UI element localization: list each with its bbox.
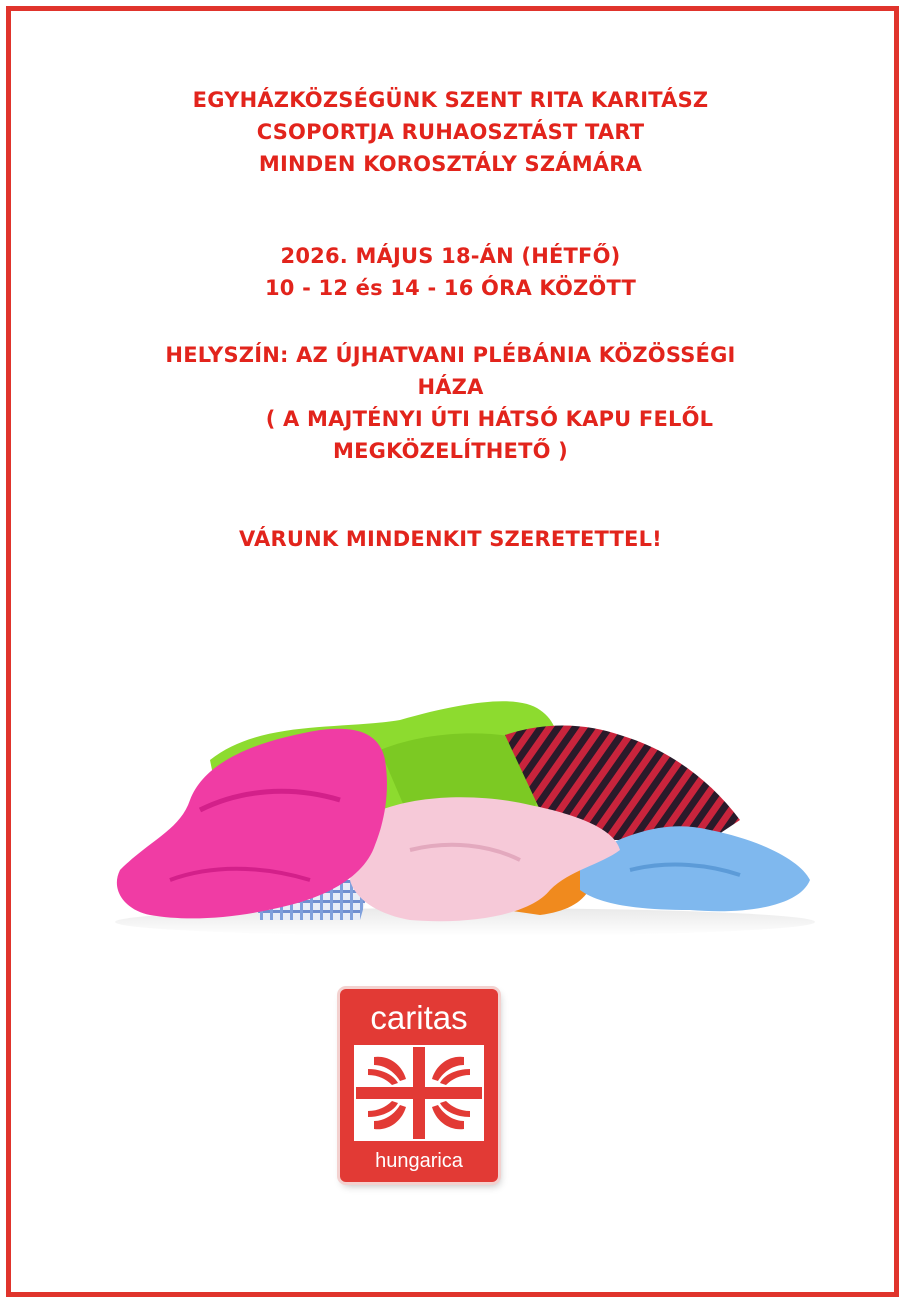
location-line-1: HELYSZÍN: AZ ÚJHATVANI PLÉBÁNIA KÖZÖSSÉGI: [165, 343, 736, 367]
logo-panel: [354, 1045, 484, 1141]
logo-caritas-text: caritas: [370, 999, 468, 1036]
event-date: [40, 240, 861, 304]
closing-line: VÁRUNK MINDENKIT SZERETETTEL!: [239, 527, 662, 551]
title-line-2: CSOPORTJA RUHAOSZTÁST TART: [256, 120, 645, 144]
clothes-pile-image: [110, 690, 820, 940]
location-line-3: ( A MAJTÉNYI ÚTI HÁTSÓ KAPU FELŐL: [265, 407, 714, 431]
event-location: [40, 339, 861, 467]
closing-message: [40, 523, 861, 555]
location-line-4: MEGKÖZELÍTHETŐ ): [333, 439, 568, 463]
title-line-1: EGYHÁZKÖZSÉGÜNK SZENT RITA KARITÁSZ: [192, 88, 709, 112]
location-line-2: HÁZA: [417, 375, 484, 399]
caritas-logo: [340, 989, 498, 1182]
caritas-cross-icon: [354, 1045, 484, 1141]
poster-title: [40, 84, 861, 180]
time-line: 10 - 12 és 14 - 16 ÓRA KÖZÖTT: [264, 276, 637, 300]
logo-hungarica-text: hungarica: [375, 1150, 463, 1172]
date-line: 2026. MÁJUS 18-ÁN (HÉTFŐ): [280, 244, 621, 268]
title-line-3: MINDEN KOROSZTÁLY SZÁMÁRA: [258, 152, 643, 176]
